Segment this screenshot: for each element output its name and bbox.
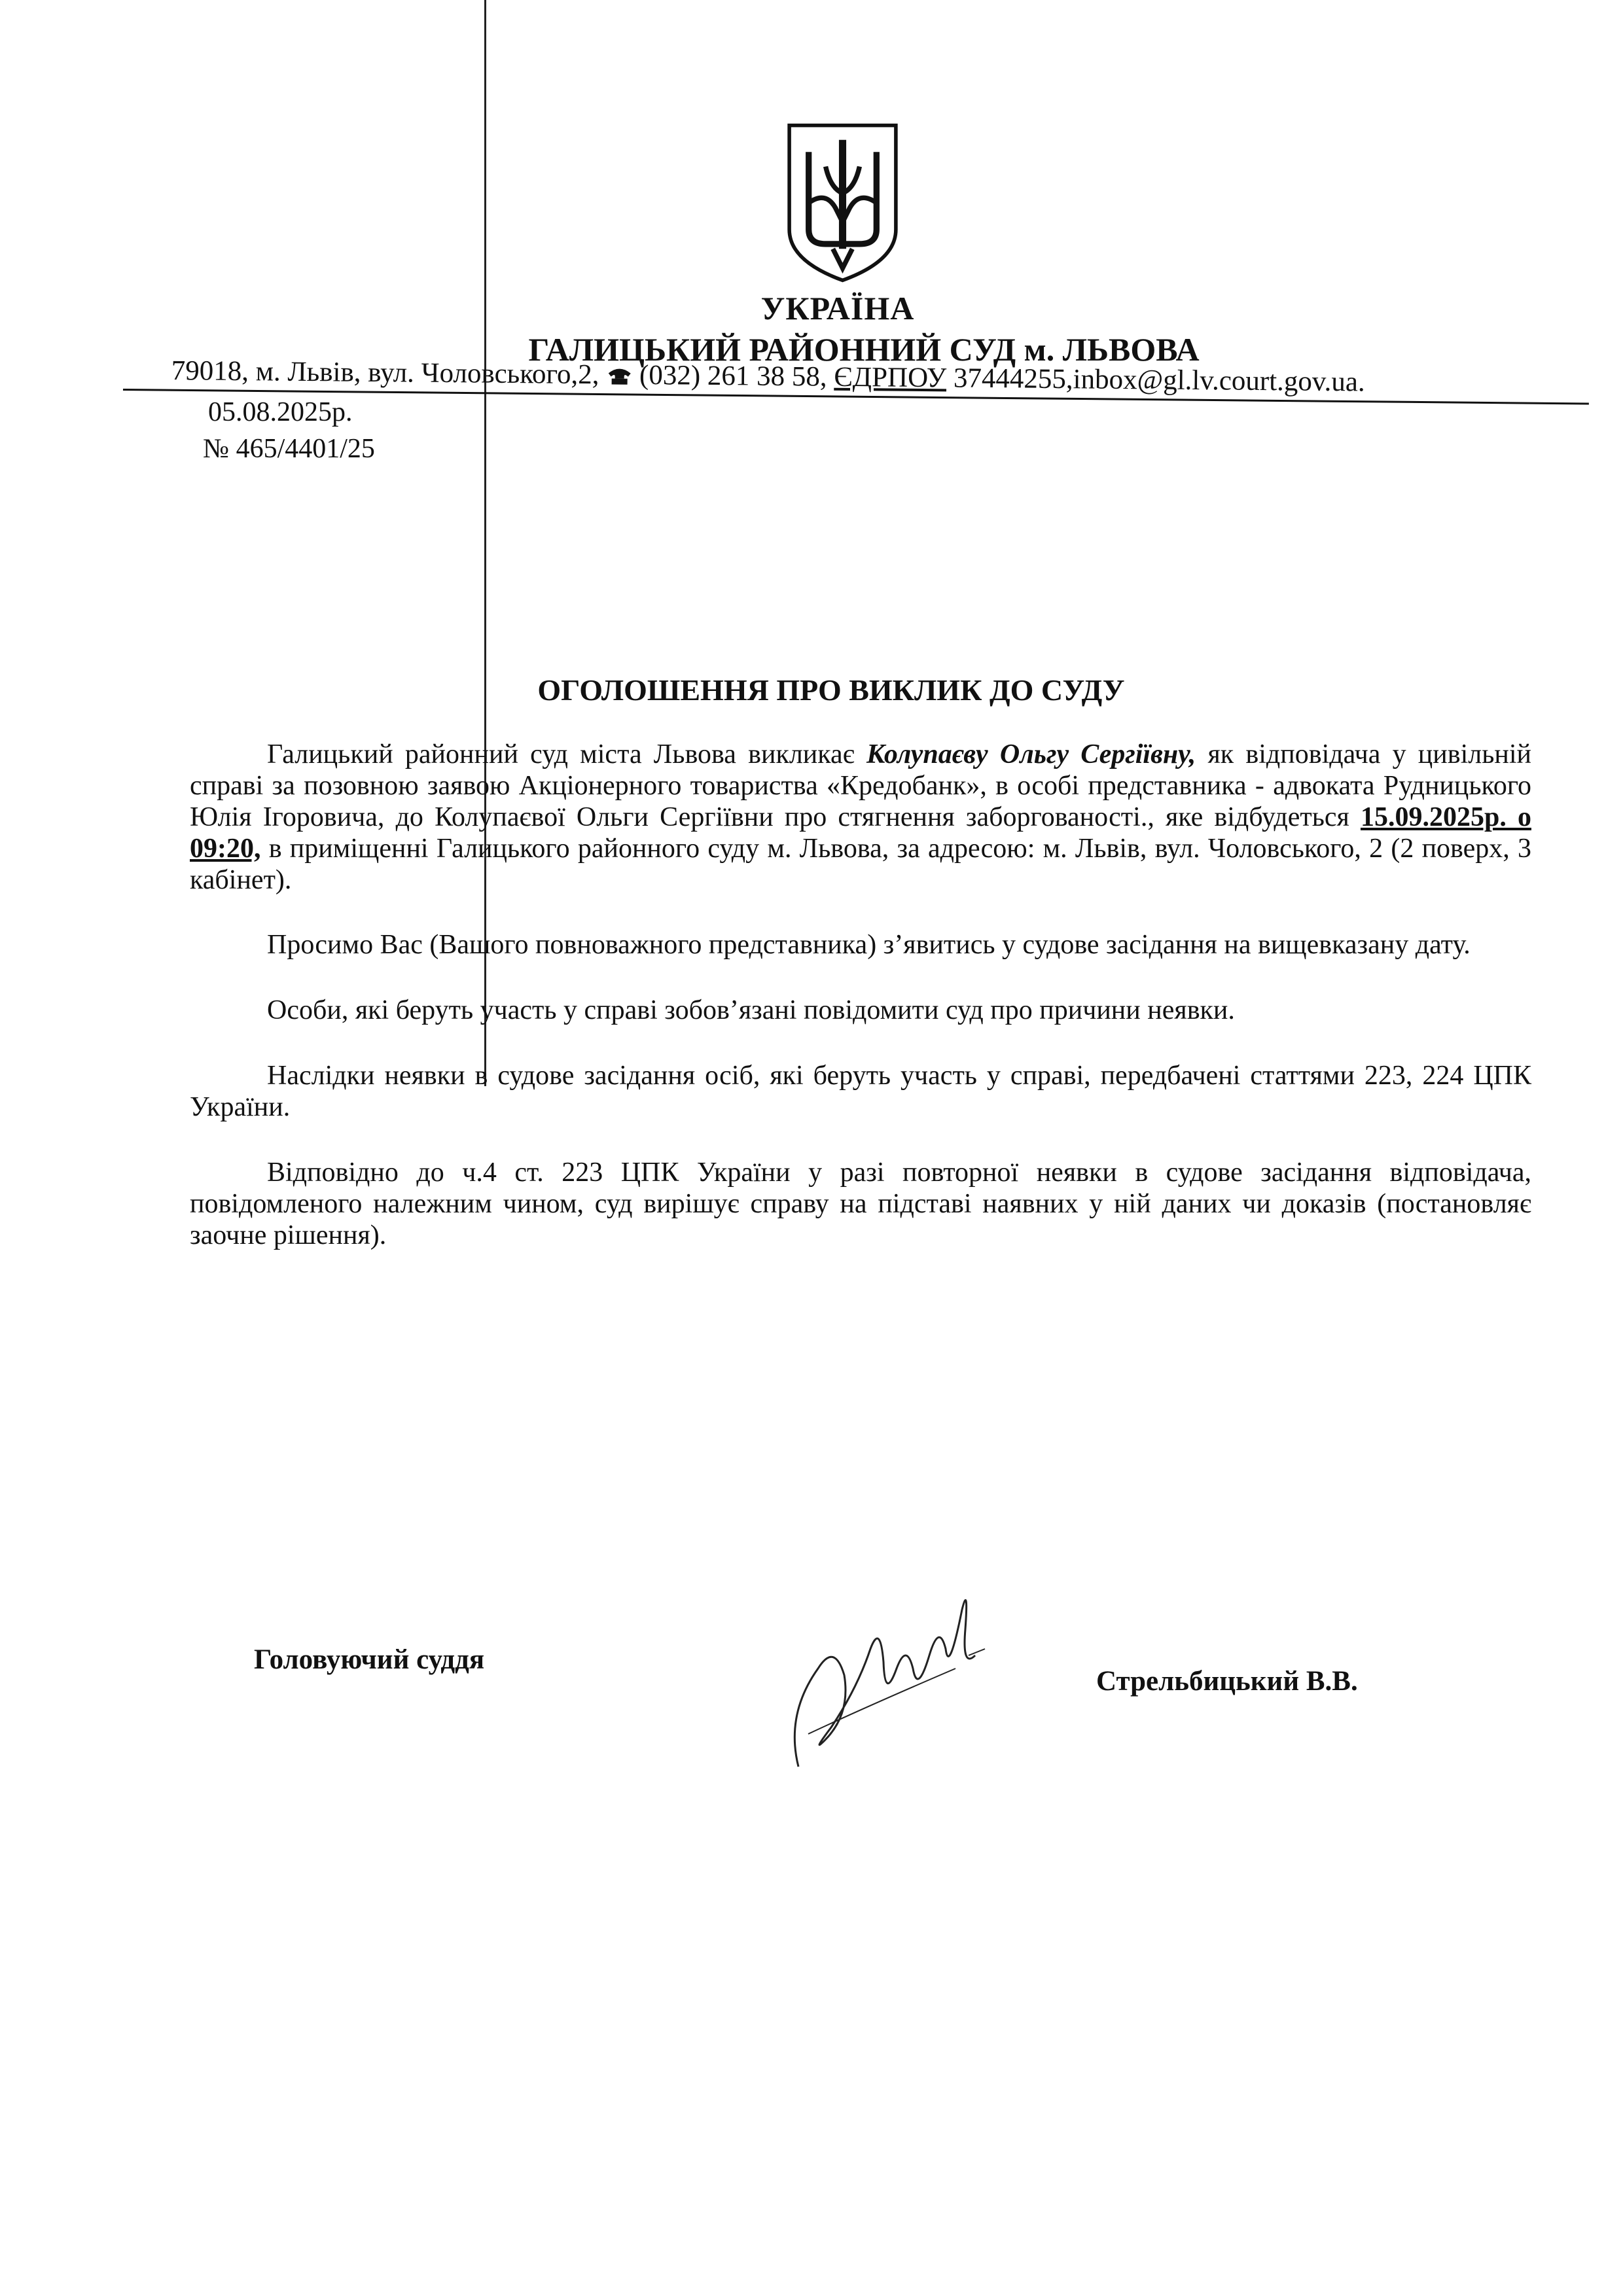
paragraph-notice: Особи, які беруть участь у справі зобов’язані повідомити суд про причини неявки.	[267, 995, 1235, 1026]
paragraph-law-reference: Відповідно до ч.4 ст. 223 ЦПК України у разі повторної неявки в судове засідання відповідача, повідомленого належним чином, суд вирішує справу на підставі наявних у ній даних чи доказів (постановляє заочне рішення).	[190, 1157, 1531, 1250]
document-number: № 465/4401/25	[203, 434, 375, 464]
paragraph-request: Просимо Вас (Вашого повноважного представника) з’явитись у судове засідання на вищевказану дату.	[267, 930, 1471, 961]
hearing-datetime: 15.09.2025р. о 09:20,	[190, 802, 1531, 864]
summons-intro: Галицький районний суд міста Львова викликає	[267, 739, 866, 769]
phone-number: (032) 261 38 58,	[639, 359, 827, 393]
judge-name: Стрельбицький В.В.	[1096, 1666, 1358, 1697]
paragraph-consequences: Наслідки неявки в судове засідання осіб, які беруть участь у справі, передбачені статтями 223, 224 ЦПК України.	[190, 1061, 1531, 1122]
document-date: 05.08.2025р.	[208, 397, 353, 427]
coat-of-arms-icon	[782, 118, 903, 288]
summons-location: в приміщенні Галицького районного суду м. Львова, за адресою: м. Львів, вул. Чоловського, 2 (2 поверх, 3 кабінет).	[190, 833, 1531, 895]
edrpou-and-email: 37444255,inbox@gl.lv.court.gov.ua.	[953, 362, 1365, 398]
paragraph-summons	[190, 739, 1531, 896]
summons-details: як відповідача у цивільній справі за позовною заявою Акціонерного товариства «Кредобанк», в особі представника - адвоката Рудницького Юлія Ігоровича, до Колупаєвої Ольги Сергіївни про стягнення заборгованості., яке відбудеться	[190, 739, 1531, 832]
defendant-name: Колупаєву Ольгу Сергіївну,	[866, 739, 1196, 769]
address-text: 79018, м. Львів, вул. Чоловського,2,	[171, 355, 599, 391]
court-name: ГАЛИЦЬКИЙ РАЙОННИЙ СУД м. ЛЬВОВА	[528, 331, 1200, 368]
document-title: ОГОЛОШЕННЯ ПРО ВИКЛИК ДО СУДУ	[537, 673, 1125, 707]
handwritten-signature	[772, 1570, 988, 1780]
judge-title: Головуючий суддя	[254, 1644, 485, 1675]
phone-icon	[606, 365, 632, 385]
edrpou-label: ЄДРПОУ	[834, 361, 947, 394]
country-heading: УКРАЇНА	[760, 290, 915, 327]
document-body	[190, 739, 1531, 1286]
